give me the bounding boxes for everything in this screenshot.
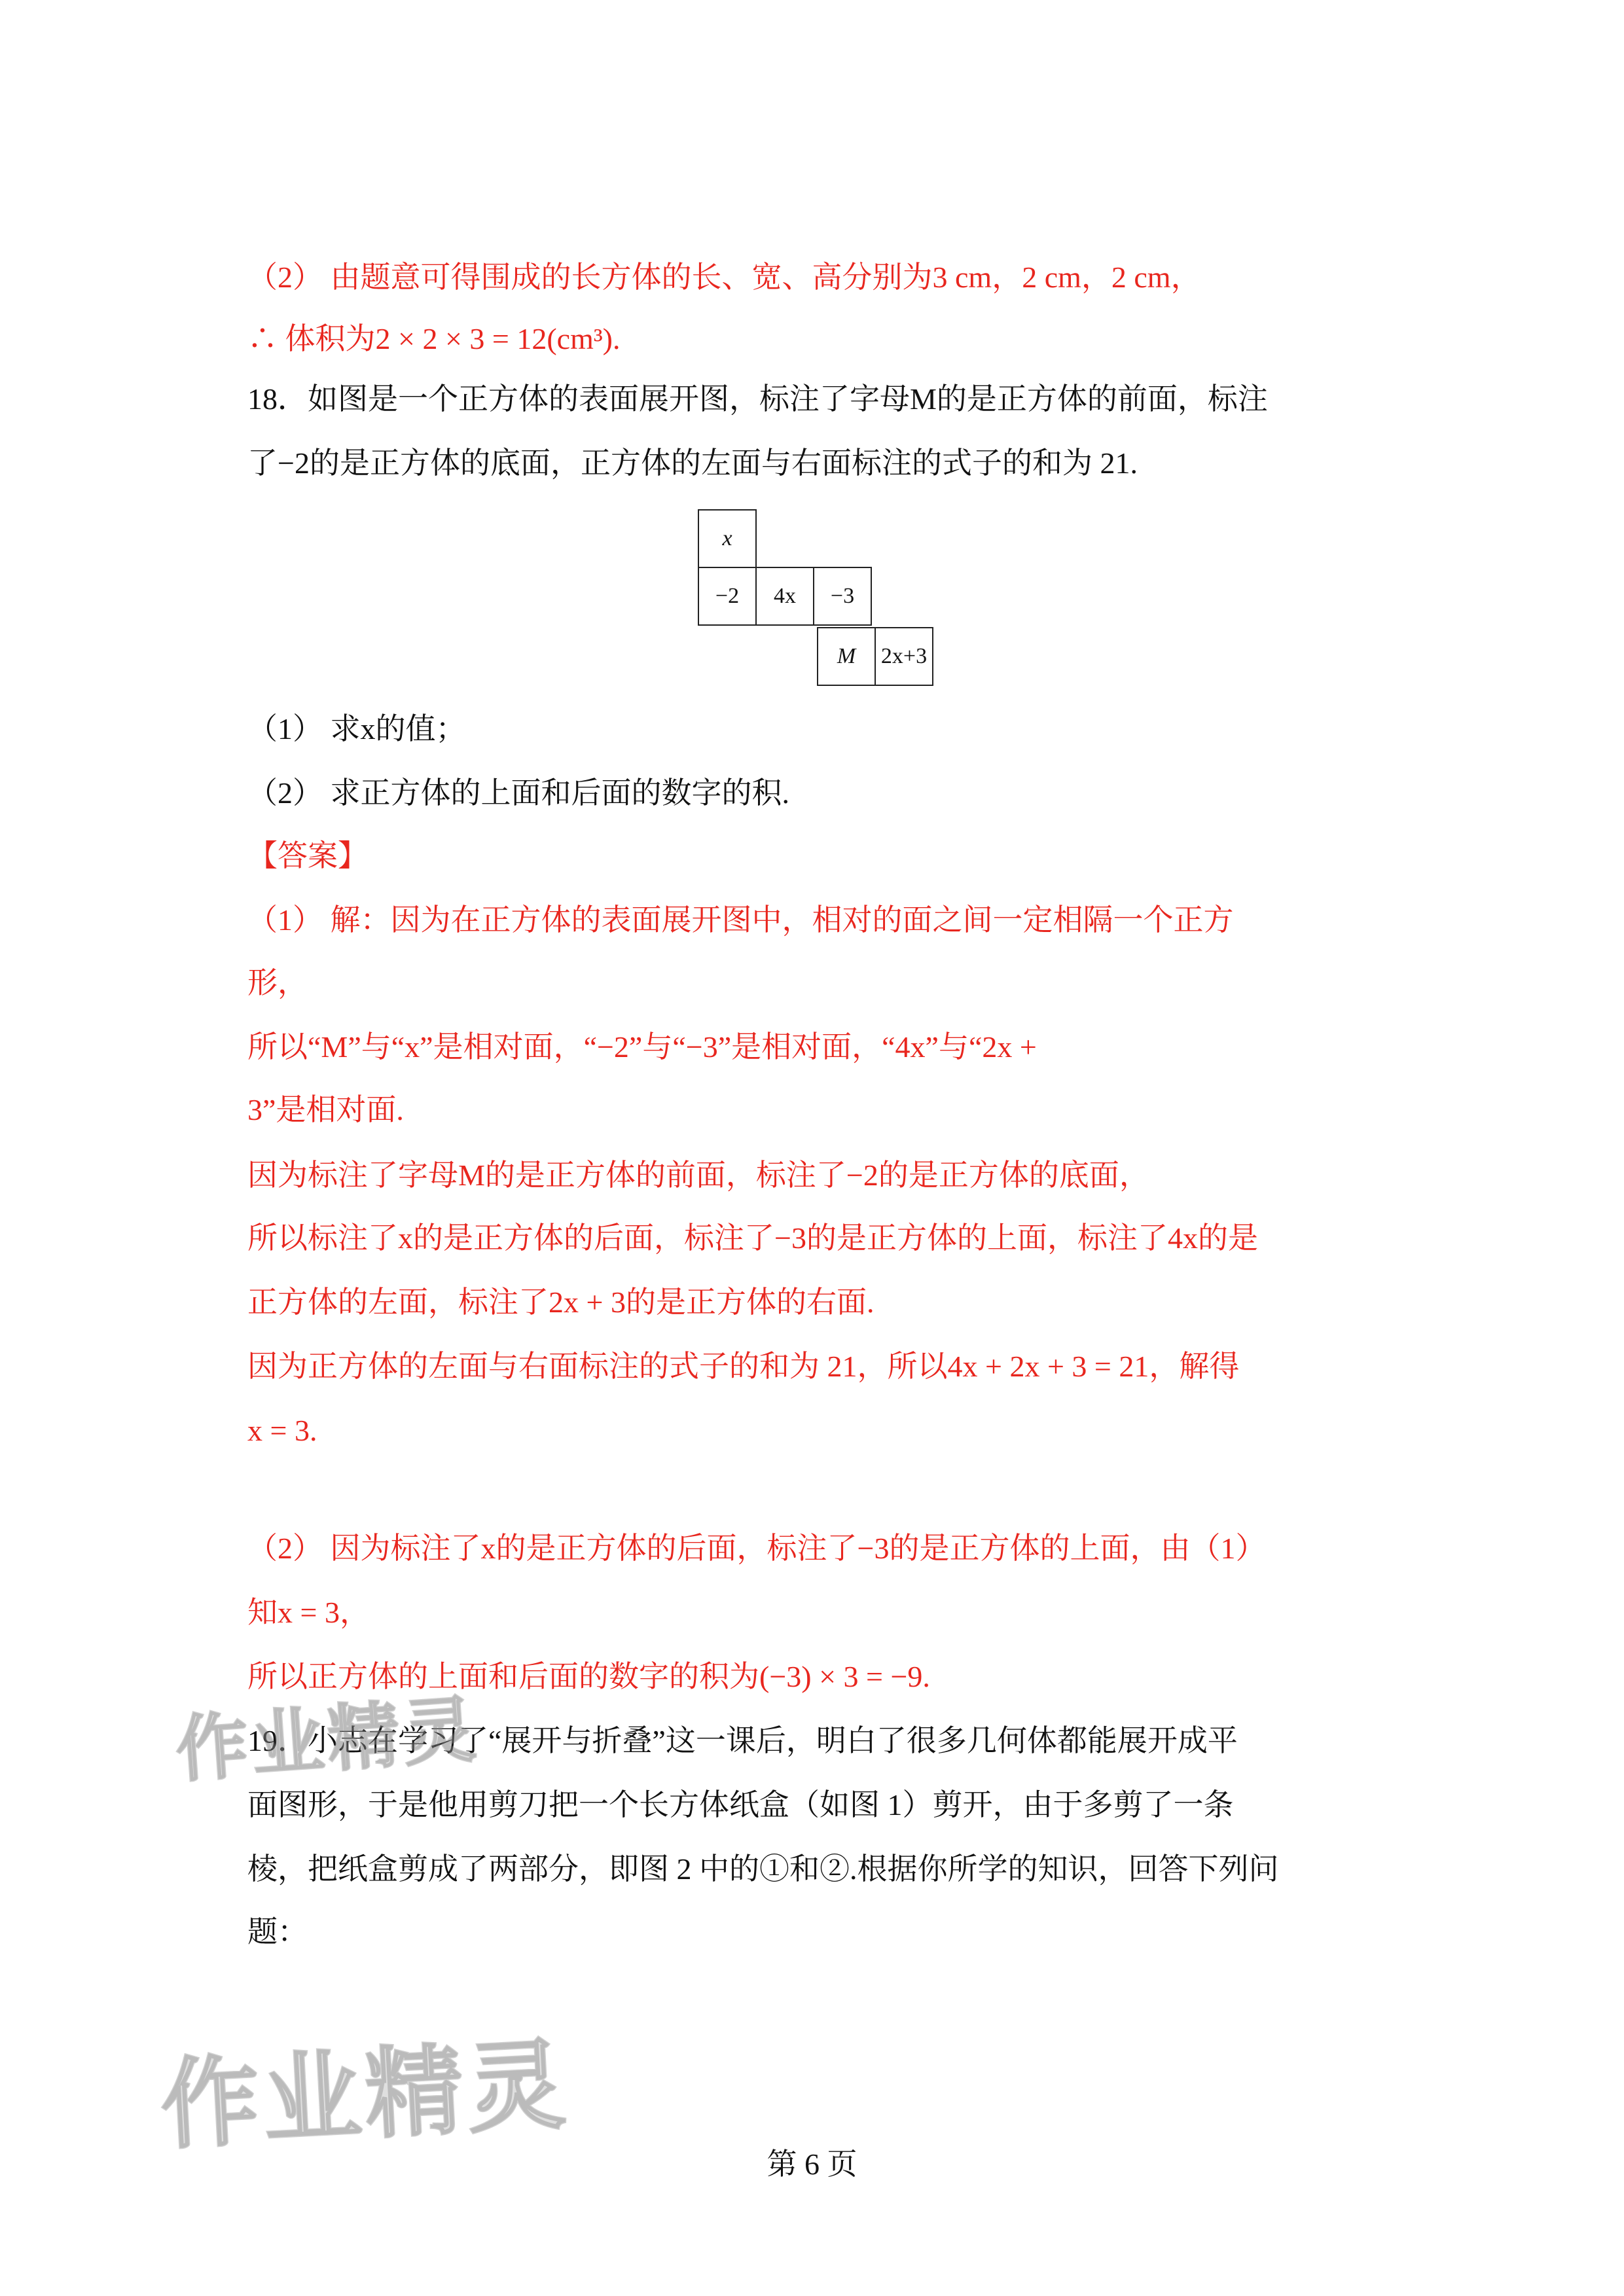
watermark-small: 作业精灵 [173, 1687, 482, 1793]
net-cell-minus-3: −3 [813, 567, 872, 626]
cube-net-figure [698, 509, 937, 690]
question-18-line-2: 了−2的是正方体的底面，正方体的左面与右面标注的式子的和为 21. [247, 446, 1138, 480]
answer-2-line-1: （2） 因为标注了x的是正方体的后面，标注了−3的是正方体的上面，由（1） [247, 1532, 1266, 1565]
question-19-line-2: 面图形，于是他用剪刀把一个长方体纸盒（如图 1）剪开，由于多剪了一条 [247, 1788, 1234, 1821]
page-number: 第 6 页 [767, 2147, 857, 2181]
question-18-line-1: 18．如图是一个正方体的表面展开图，标注了字母M的是正方体的前面，标注 [247, 382, 1268, 416]
answer-1-line-5: 因为标注了字母M的是正方体的前面，标注了−2的是正方体的底面， [247, 1158, 1149, 1192]
net-cell-2x-plus-3: 2x+3 [875, 627, 933, 686]
answer-2-line-3: 所以正方体的上面和后面的数字的积为(−3) × 3 = −9. [247, 1660, 930, 1693]
net-cell-M: M [817, 627, 876, 686]
answer-1-line-7: 正方体的左面，标注了2x + 3的是正方体的右面. [247, 1285, 875, 1319]
question-19-line-3: 棱，把纸盒剪成了两部分，即图 2 中的①和②.根据你所学的知识，回答下列问 [247, 1852, 1279, 1886]
answer-line-2-dimensions: （2） 由题意可得围成的长方体的长、宽、高分别为3 cm，2 cm，2 cm， [247, 260, 1201, 294]
answer-2-line-2: 知x = 3， [247, 1596, 370, 1629]
question-18-part-2: （2） 求正方体的上面和后面的数字的积. [247, 776, 789, 810]
answer-1-line-4: 3”是相对面. [247, 1093, 404, 1126]
net-cell-minus-2: −2 [698, 567, 757, 626]
answer-1-line-1: （1） 解：因为在正方体的表面展开图中，相对的面之间一定相隔一个正方 [247, 903, 1234, 937]
answer-line-volume: ∴ 体积为2 × 2 × 3 = 12(cm³). [247, 322, 621, 355]
watermark-large: 作业精灵 [158, 2028, 572, 2164]
answer-1-line-8: 因为正方体的左面与右面标注的式子的和为 21，所以4x + 2x + 3 = 21，解得 [247, 1350, 1240, 1383]
question-19-line-1: 19．小志在学习了“展开与折叠”这一课后，明白了很多几何体都能展开成平 [247, 1724, 1238, 1757]
answer-1-line-3: 所以“M”与“x”是相对面，“−2”与“−3”是相对面，“4x”与“2x + [247, 1030, 1037, 1064]
question-18-part-1: （1） 求x的值； [247, 712, 466, 745]
answer-heading: 【答案】 [247, 839, 368, 872]
answer-1-line-2: 形， [247, 966, 308, 999]
answer-1-line-6: 所以标注了x的是正方体的后面，标注了−3的是正方体的上面，标注了4x的是 [247, 1221, 1258, 1255]
net-cell-x: x [698, 509, 757, 568]
net-cell-4x: 4x [755, 567, 814, 626]
answer-1-line-9: x = 3. [247, 1414, 317, 1447]
question-19-line-4: 题： [247, 1915, 308, 1948]
